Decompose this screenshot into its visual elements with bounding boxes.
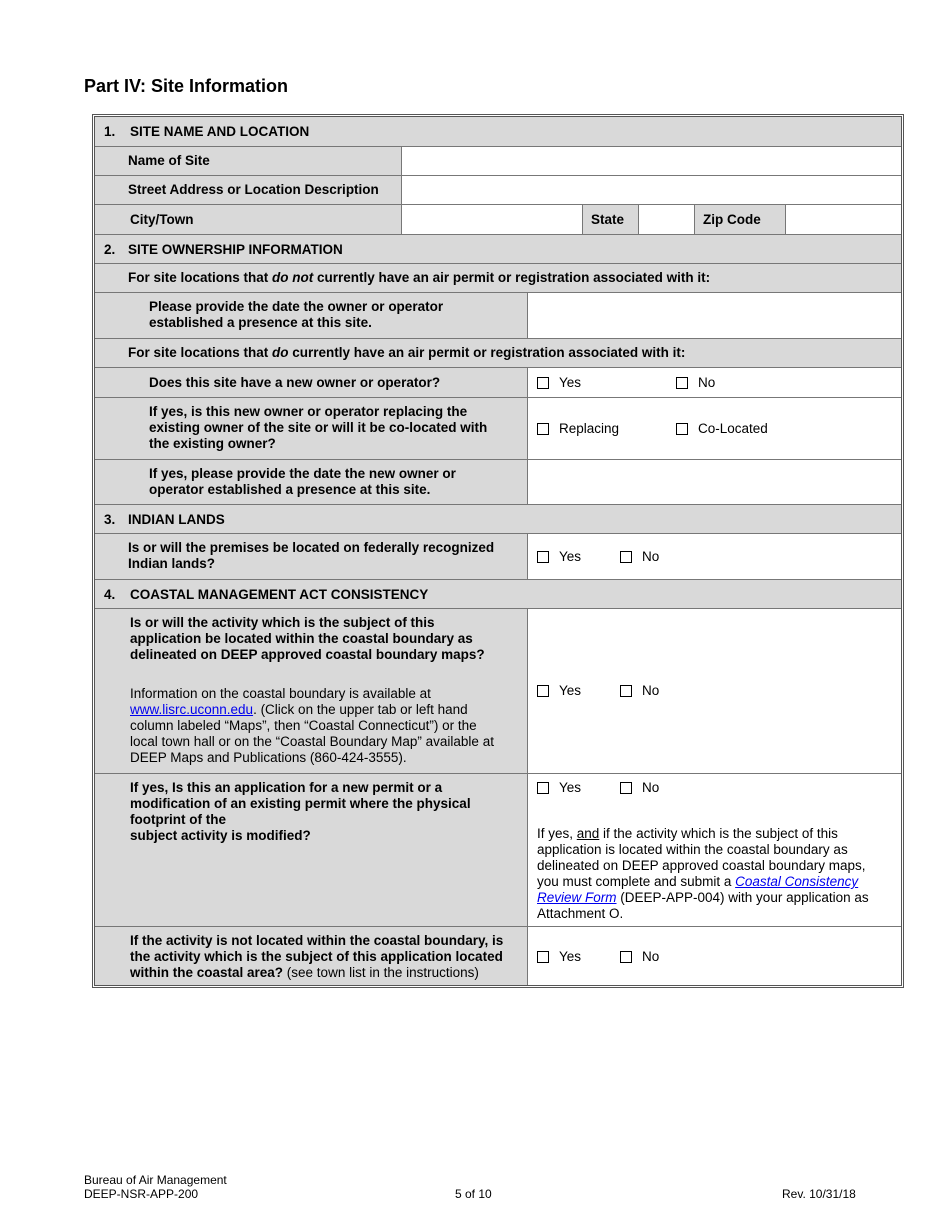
section-3-header xyxy=(95,505,901,534)
coastal-area-yes-checkbox[interactable]: Yes xyxy=(537,949,581,964)
new-owner-date-row xyxy=(95,460,901,505)
subheader-text: currently have an air permit or registration associated with it: xyxy=(288,345,686,360)
coastal-area-no-checkbox[interactable]: No xyxy=(620,949,659,964)
checkbox-icon xyxy=(537,551,549,563)
section-4-header xyxy=(95,580,901,609)
site-name-label: Name of Site xyxy=(128,153,210,168)
new-owner-date-input[interactable] xyxy=(527,460,901,504)
checkbox-icon xyxy=(537,685,549,697)
checkbox-icon xyxy=(620,951,632,963)
replacing-checkbox[interactable]: Replacing xyxy=(537,421,619,436)
site-name-input[interactable] xyxy=(401,147,901,175)
checkbox-icon xyxy=(676,423,688,435)
zip-input[interactable] xyxy=(785,205,901,234)
page-title: Part IV: Site Information xyxy=(84,76,289,96)
permit-modification-no-checkbox[interactable]: No xyxy=(620,780,659,795)
coastal-area-row xyxy=(95,927,901,985)
presence-date-input[interactable] xyxy=(527,293,901,338)
subheader-text: For site locations that xyxy=(128,345,273,360)
checkbox-icon xyxy=(537,951,549,963)
footer-bureau: Bureau of Air Management xyxy=(84,1173,227,1187)
replace-colocate-question: If yes, is this new owner or operator replacing the existing owner of the site or will it be co-located with the existing owner? xyxy=(149,404,488,451)
checkbox-icon xyxy=(537,782,549,794)
coastal-boundary-yes-checkbox[interactable]: Yes xyxy=(537,683,581,698)
coastal-boundary-no-checkbox[interactable]: No xyxy=(620,683,659,698)
new-owner-question: Does this site have a new owner or operator? xyxy=(149,375,441,390)
city-label: City/Town xyxy=(130,212,194,227)
street-address-row xyxy=(95,176,901,205)
permit-modification-yes-checkbox[interactable]: Yes xyxy=(537,780,581,795)
state-input[interactable] xyxy=(638,205,694,234)
checkbox-icon xyxy=(537,423,549,435)
checkbox-icon xyxy=(620,782,632,794)
coastal-boundary-row xyxy=(95,609,901,774)
colocated-checkbox[interactable]: Co-Located xyxy=(676,421,768,436)
site-name-row xyxy=(95,147,901,176)
indian-lands-no-checkbox[interactable]: No xyxy=(620,549,659,564)
coastal-consistency-review-form-link[interactable]: Coastal Consistency xyxy=(735,874,859,889)
subheader-emphasis: do xyxy=(272,345,289,360)
replace-colocate-row xyxy=(95,398,901,460)
new-owner-yes-checkbox[interactable]: Yes xyxy=(537,375,581,390)
lisrc-link[interactable]: www.lisrc.uconn.edu xyxy=(130,702,254,717)
checkbox-icon xyxy=(620,685,632,697)
has-permit-subheader xyxy=(95,339,901,368)
section-title: SITE OWNERSHIP INFORMATION xyxy=(128,242,343,257)
section-number: 3. xyxy=(104,512,116,527)
presence-date-row xyxy=(95,293,901,339)
new-owner-no-checkbox[interactable]: No xyxy=(676,375,715,390)
indian-lands-question: Is or will the premises be located on federally recognized Indian lands? xyxy=(128,540,495,571)
subheader-text: For site locations that xyxy=(128,270,273,285)
permit-modification-row xyxy=(95,774,901,927)
section-number: 4. xyxy=(104,587,116,602)
section-2-header xyxy=(95,235,901,264)
coastal-boundary-info: Information on the coastal boundary is available at www.lisrc.uconn.edu. (Click on the upper tab or left hand column labeled “Maps”, then “Coastal Connecticut”) or the local town hall or on the “Coastal Boundary Map” available at DEEP Maps and Publications (860-424-3555). xyxy=(130,686,494,765)
section-title: INDIAN LANDS xyxy=(128,512,225,527)
subheader-emphasis: do not xyxy=(272,270,314,285)
zip-label: Zip Code xyxy=(703,212,761,227)
section-1-header xyxy=(95,117,901,147)
street-address-input[interactable] xyxy=(401,176,901,204)
subheader-text: currently have an air permit or registration associated with it: xyxy=(313,270,711,285)
coastal-consistency-review-form-link[interactable]: Review Form xyxy=(537,890,617,905)
footer-left xyxy=(84,1173,227,1201)
new-owner-date-label: If yes, please provide the date the new owner or operator established a presence at this site. xyxy=(149,466,456,497)
footer-revision: Rev. 10/31/18 xyxy=(782,1187,856,1201)
checkbox-icon xyxy=(676,377,688,389)
coastal-area-question: If the activity is not located within the coastal boundary, is the activity which is the subject of this application located within the coastal area? (see town list in the instructions) xyxy=(130,933,504,980)
indian-lands-yes-checkbox[interactable]: Yes xyxy=(537,549,581,564)
section-title: SITE NAME AND LOCATION xyxy=(130,124,310,139)
city-state-zip-row xyxy=(95,205,901,235)
section-number: 2. xyxy=(104,242,116,257)
presence-date-label: Please provide the date the owner or operator established a presence at this site. xyxy=(149,299,444,330)
coastal-consistency-note: If yes, and if the activity which is the subject of this application is located within the coastal boundary as delineated on DEEP approved coastal boundary maps, you must complete and submit a Coastal Consistency Review Form (DEEP-APP-004) with your application as Attachment O. xyxy=(537,826,869,921)
no-permit-subheader xyxy=(95,264,901,293)
new-owner-row xyxy=(95,368,901,398)
site-information-form xyxy=(92,114,904,988)
footer-page-number: 5 of 10 xyxy=(455,1187,492,1201)
footer-form-id: DEEP-NSR-APP-200 xyxy=(84,1187,199,1201)
section-title: COASTAL MANAGEMENT ACT CONSISTENCY xyxy=(130,587,429,602)
checkbox-icon xyxy=(537,377,549,389)
permit-modification-question: If yes, Is this an application for a new permit or a modification of an existing permit where the physical footprint of the subject activity is modified? xyxy=(130,780,471,843)
checkbox-icon xyxy=(620,551,632,563)
state-label: State xyxy=(591,212,625,227)
coastal-boundary-question: Is or will the activity which is the subject of this application be located within the coastal boundary as delineated on DEEP approved coastal boundary maps? xyxy=(130,615,485,662)
indian-lands-row xyxy=(95,534,901,580)
section-number: 1. xyxy=(104,124,116,139)
street-address-label: Street Address or Location Description xyxy=(128,182,379,197)
city-input[interactable] xyxy=(401,205,582,234)
